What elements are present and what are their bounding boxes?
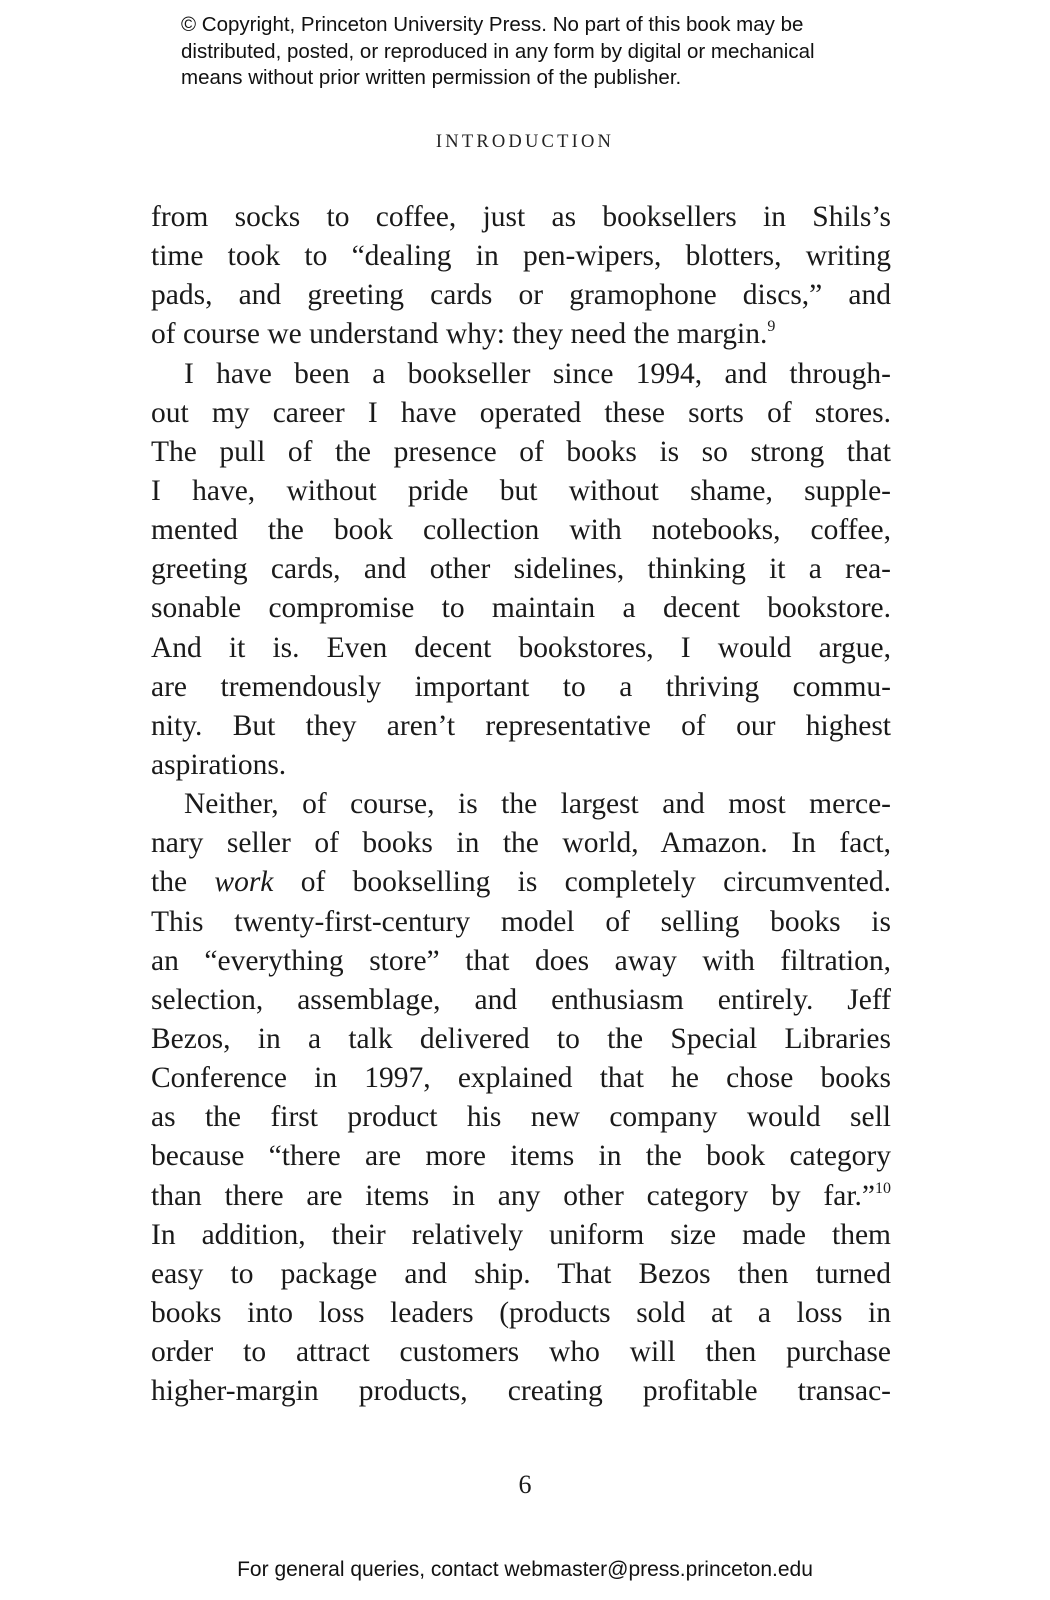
text-line: an “everything store” that does away with filtration, [151, 944, 891, 977]
text-line: selection, assemblage, and enthusiasm entirely. Jeff [151, 983, 891, 1016]
footnote-marker: 9 [767, 318, 776, 336]
text-line: And it is. Even decent bookstores, I would argue, [151, 631, 891, 664]
text-line [151, 1177, 891, 1216]
text-line: books into loss leaders (products sold at a loss in [151, 1296, 891, 1329]
text-line: Bezos, in a talk delivered to the Special Libraries [151, 1022, 891, 1055]
text-line: I have been a bookseller since 1994, and through- [184, 357, 891, 390]
text-line [151, 863, 891, 902]
copyright-notice [181, 12, 901, 92]
page-number: 6 [518, 1470, 532, 1499]
italic-word: work [214, 866, 274, 899]
text-line-content: than there are items in any other category by far.” [151, 1179, 875, 1212]
text-line: The pull of the presence of books is so strong that [151, 435, 891, 468]
text-line: greeting cards, and other sidelines, thinking it a rea- [151, 553, 891, 586]
text-line-prefix: the [151, 866, 215, 899]
text-line: In addition, their relatively uniform size made them [151, 1218, 891, 1251]
text-line: Conference in 1997, explained that he chose books [151, 1062, 891, 1095]
text-line-content: of course we understand why: they need the margin. [151, 318, 768, 351]
text-line: as the first product his new company would sell [151, 1101, 891, 1134]
text-line: aspirations. [151, 748, 287, 781]
text-line [151, 315, 891, 354]
text-line: I have, without pride but without shame, supple- [151, 474, 891, 507]
text-line: Neither, of course, is the largest and most merce- [184, 788, 891, 821]
text-line-rest: of bookselling is completely circumvented. [273, 866, 891, 899]
text-line: from socks to coffee, just as booksellers in Shils’s [151, 201, 891, 233]
text-line: are tremendously important to a thriving commu- [151, 670, 891, 703]
running-head: INTRODUCTION [435, 132, 615, 152]
text-line: nary seller of books in the world, Amazon. In fact, [151, 827, 891, 860]
text-line: out my career I have operated these sorts of stores. [151, 396, 891, 429]
text-line: time took to “dealing in pen-wipers, blotters, writing [151, 240, 891, 273]
footnote-marker: 10 [875, 1179, 891, 1197]
text-line: order to attract customers who will then purchase [151, 1336, 891, 1369]
text-line: because “there are more items in the book category [151, 1140, 891, 1173]
text-line: easy to package and ship. That Bezos then turned [151, 1257, 891, 1290]
text-line: nity. But they aren’t representative of our highest [151, 709, 891, 742]
text-line: sonable compromise to maintain a decent bookstore. [151, 592, 891, 625]
copyright-line: distributed, posted, or reproduced in any form by digital or mechanical [181, 39, 815, 63]
footer-contact: For general queries, contact webmaster@press.princeton.edu [237, 1558, 813, 1581]
text-line: mented the book collection with notebooks, coffee, [151, 514, 891, 547]
text-line: This twenty-first-century model of selling books is [151, 905, 891, 938]
text-line: higher-margin products, creating profitable transac- [151, 1375, 891, 1408]
copyright-line: means without prior written permission of the publisher. [181, 66, 682, 89]
text-line: pads, and greeting cards or gramophone discs,” and [151, 279, 891, 312]
body-text [151, 198, 891, 1411]
copyright-line: © Copyright, Princeton University Press. No part of this book may be [181, 13, 804, 36]
